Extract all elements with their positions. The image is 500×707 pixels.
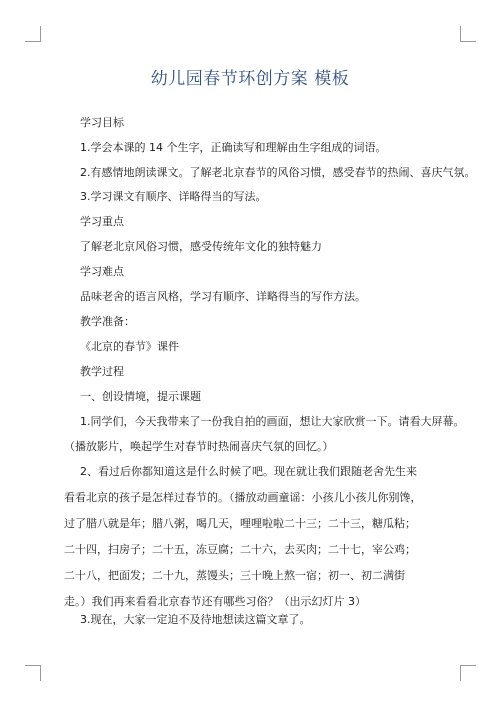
objective-item: 3.学习课文有顺序、详略得当的写法。 bbox=[80, 190, 267, 203]
paragraph: 3.现在，大家一定迫不及待地想读这篇文章了。 bbox=[80, 613, 311, 626]
paragraph: 1.同学们，今天我带来了一份我自拍的画面，想让大家欣赏一下。请看大屏幕。 bbox=[80, 415, 465, 428]
section-heading: 教学过程 bbox=[80, 365, 124, 378]
objective-item: 1.学会本课的 14 个生字，正确读写和理解由生字组成的词语。 bbox=[80, 141, 387, 154]
paragraph: （播放影片，唤起学生对春节时热闹喜庆气氛的回忆。） bbox=[64, 440, 334, 453]
section-heading: 教学准备： bbox=[80, 315, 135, 328]
paragraph: 《北京的春节》课件 bbox=[80, 340, 179, 353]
paragraph: 2、看过后你都知道这是什么时候了吧。现在就让我们跟随老舍先生来看看北京的孩子是怎样过春节的。（播放动画童谣：小孩儿小孩儿你别馋，过了腊八就是年；腊八粥，喝几天，哩哩啦啦二十三；二十三，糖瓜粘；二十四，扫房子；二十五，冻豆腐；二十六，去买肉；二十七，宰公鸡；二十八，把面发；二十九，蒸馒头；三十晚上熬一宿；初一、初二满街走。）我们再来看看北京春节还有哪些习俗？（出示幻灯片 3） bbox=[64, 465, 422, 608]
paragraph: 一、创设情境，提示课题 bbox=[80, 390, 201, 403]
crop-mark-top-left bbox=[40, 26, 41, 42]
paragraph: 品味老舍的语言风格，学习有顺序、详略得当的写作方法。 bbox=[80, 290, 366, 303]
section-heading: 学习重点 bbox=[80, 215, 124, 228]
section-heading: 学习难点 bbox=[80, 265, 124, 278]
crop-mark-bottom-left bbox=[40, 665, 41, 681]
crop-mark-top-right bbox=[460, 26, 461, 42]
objective-item: 2.有感情地朗读课文。了解老北京春节的风俗习惯，感受春节的热闹、喜庆气氛。 bbox=[80, 166, 476, 179]
crop-mark-bottom-left bbox=[25, 665, 41, 666]
crop-mark-bottom-right bbox=[460, 665, 461, 681]
crop-mark-top-right bbox=[460, 41, 476, 42]
paragraph: 了解老北京风俗习惯，感受传统年文化的独特魅力 bbox=[80, 240, 322, 253]
crop-mark-bottom-right bbox=[460, 665, 476, 666]
crop-mark-top-left bbox=[25, 41, 41, 42]
section-heading: 学习目标 bbox=[80, 116, 124, 129]
document-title: 幼儿园春节环创方案 模板 bbox=[150, 69, 350, 89]
